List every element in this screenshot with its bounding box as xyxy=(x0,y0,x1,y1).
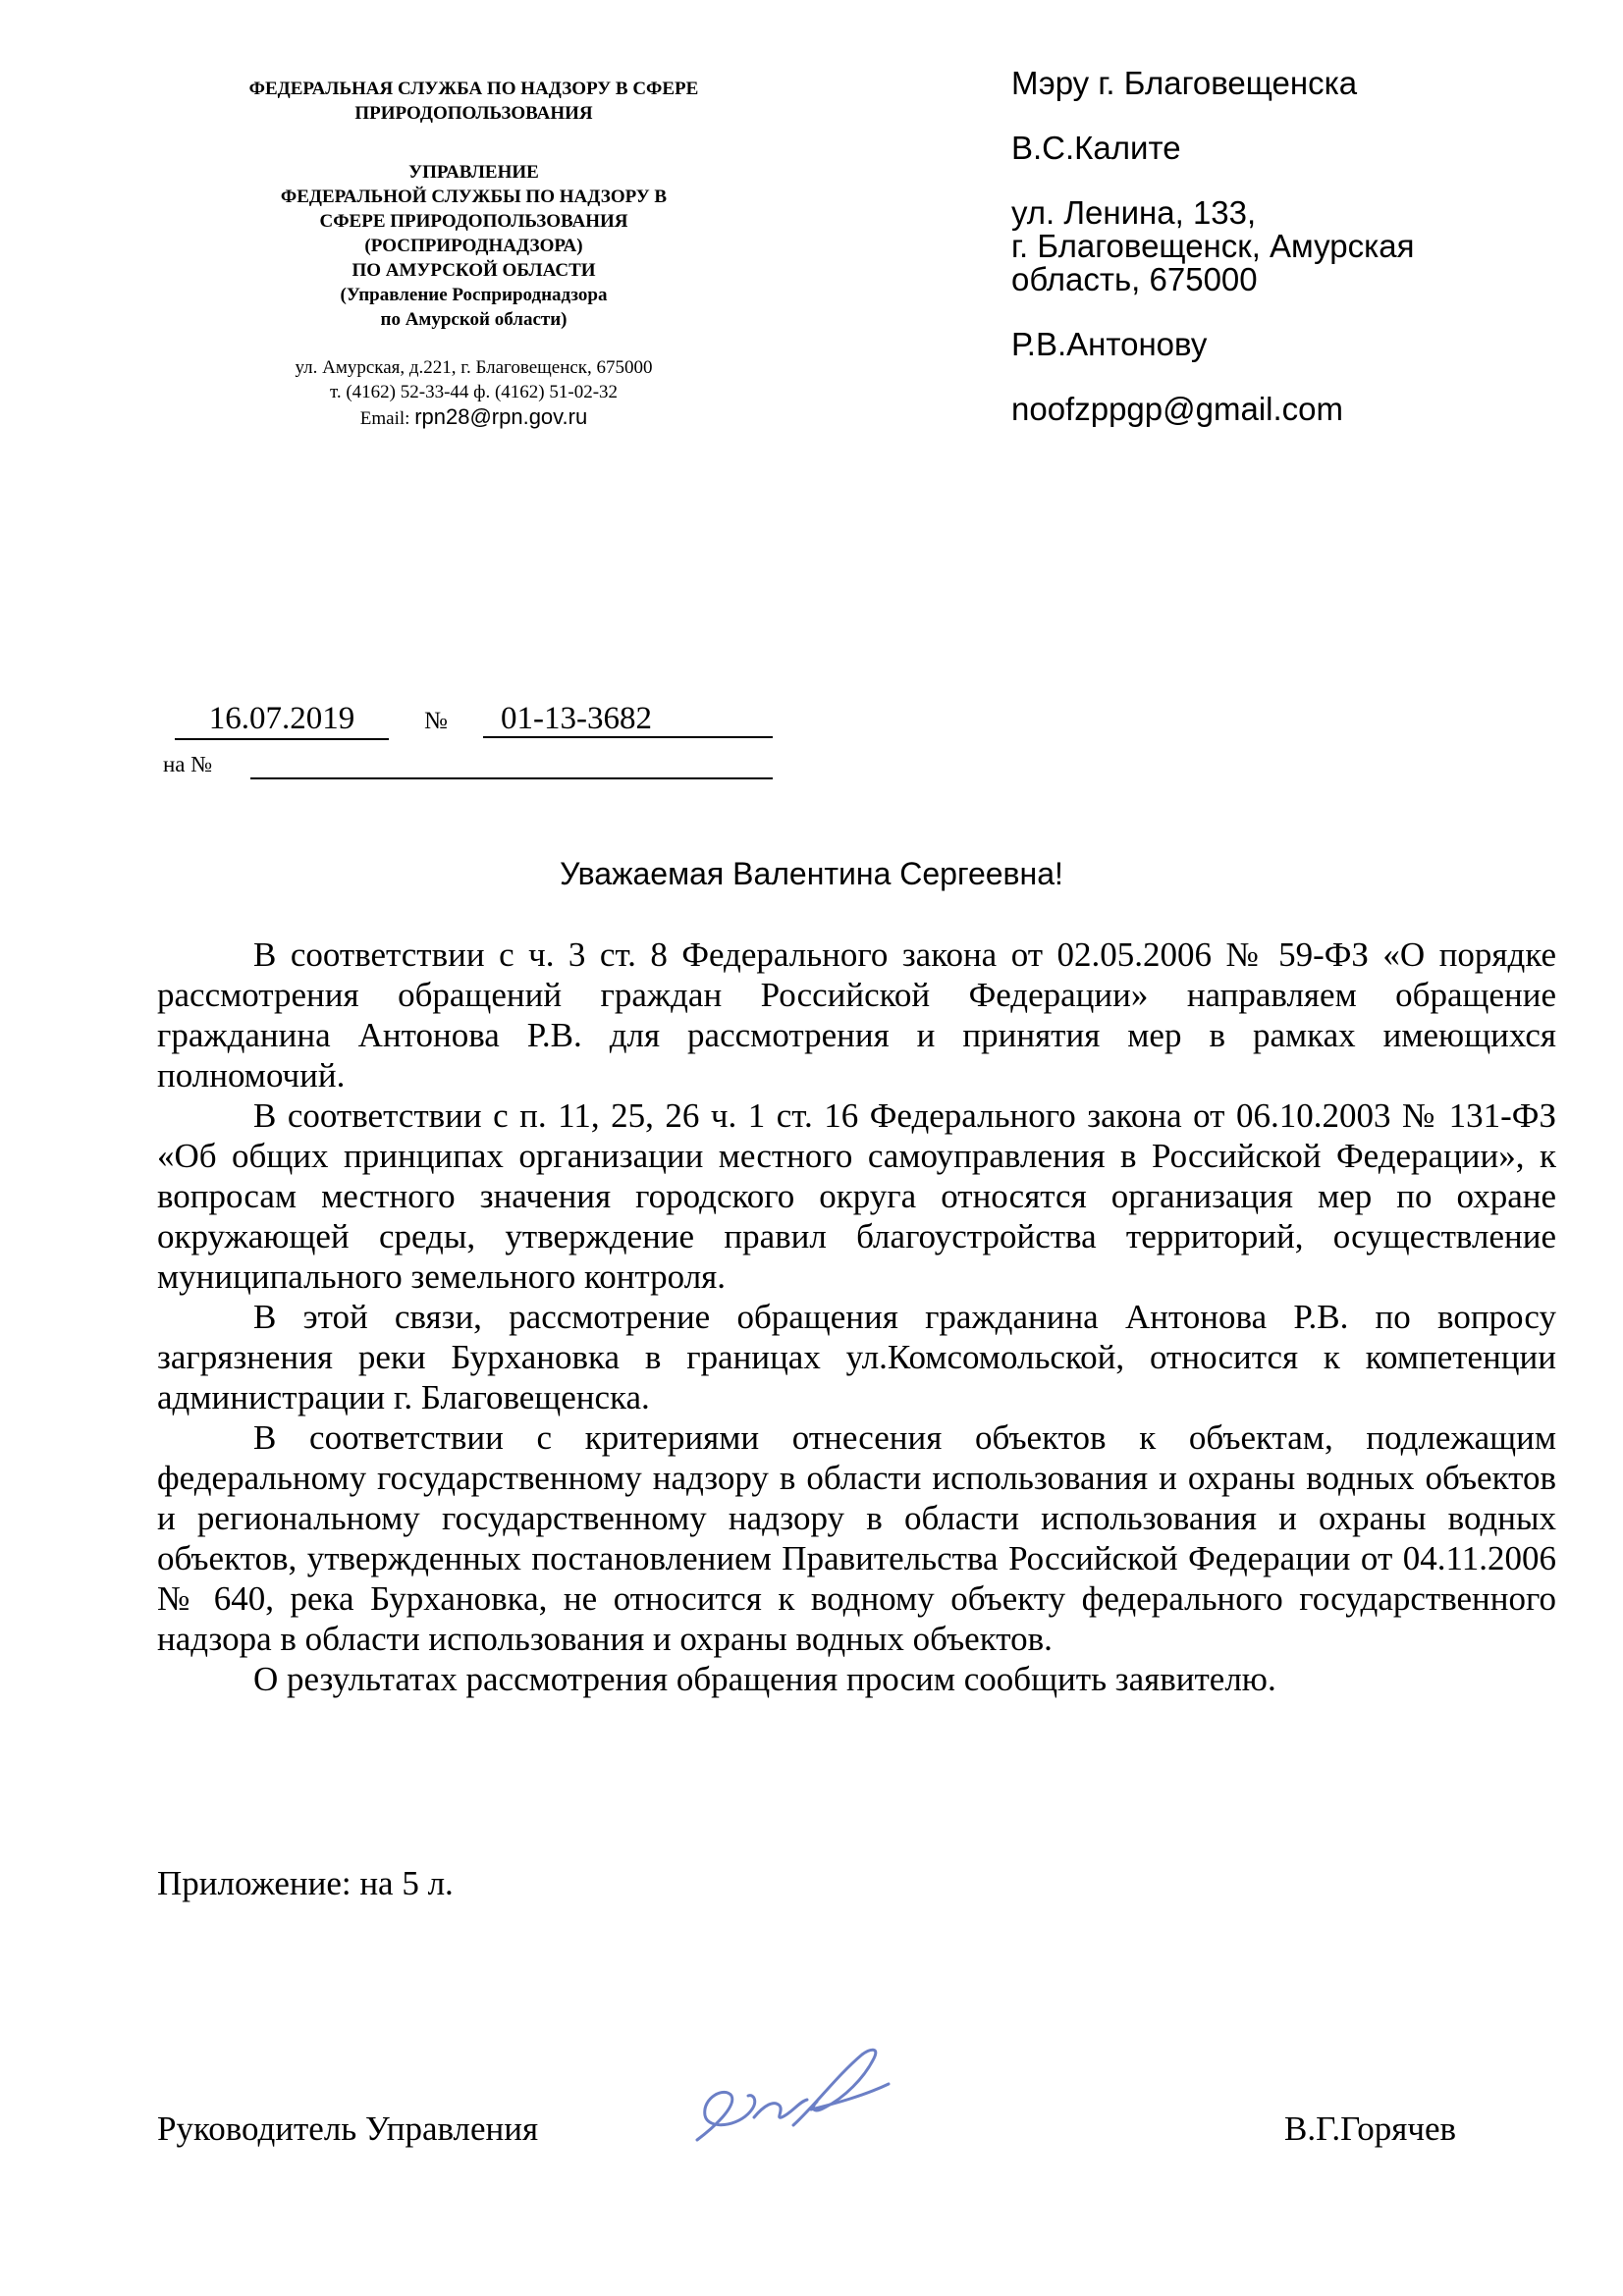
attachment-note: Приложение: на 5 л. xyxy=(157,1864,454,1902)
department-line: СФЕРЕ ПРИРОДОПОЛЬЗОВАНИЯ xyxy=(319,211,628,232)
body-paragraph: В этой связи, рассмотрение обращения гражданина Антонова Р.В. по вопросу загрязнения реки Бурхановка в границах ул.Комсомольской, относится к компетенции администрации г. Благовещенска. xyxy=(157,1298,1556,1416)
department-line: (Управление Росприроднадзора xyxy=(340,285,608,305)
body-paragraph: В соответствии с п. 11, 25, 26 ч. 1 ст. 16 Федерального закона от 06.10.2003 № 131-ФЗ «Об общих принципах организации местного самоуправления в Российской Федерации», к вопросам местного значения городского округа относятся организация мер по охране окружающей среды, утверждение правил благоустройства территорий, осуществление муниципального земельного контроля. xyxy=(157,1096,1556,1296)
department-line: ПО АМУРСКОЙ ОБЛАСТИ xyxy=(352,260,596,281)
registration-number: 01-13-3682 xyxy=(483,699,773,738)
letterhead-contacts xyxy=(196,355,751,431)
department-line: ФЕДЕРАЛЬНОЙ СЛУЖБЫ ПО НАДЗОРУ В xyxy=(280,187,668,207)
reference-number-line xyxy=(250,748,773,779)
reference-label: на № xyxy=(163,752,213,776)
agency-name xyxy=(196,77,751,126)
handwritten-signature xyxy=(677,2037,913,2155)
agency-line: ФЕДЕРАЛЬНАЯ СЛУЖБА ПО НАДЗОРУ В СФЕРЕ xyxy=(248,79,699,99)
registration-number-sign: № xyxy=(424,708,448,734)
signatory-name: В.Г.Горячев xyxy=(1284,2109,1457,2148)
signatory-title: Руководитель Управления xyxy=(157,2109,539,2148)
letterhead xyxy=(196,77,751,431)
department-line: (РОСПРИРОДНАДЗОРА) xyxy=(364,236,583,256)
registration-date: 16.07.2019 xyxy=(175,699,389,740)
addressee-line: ул. Ленина, 133, xyxy=(1011,194,1257,231)
letter-body xyxy=(157,934,1556,1699)
addressee-line: В.С.Калите xyxy=(1011,130,1181,166)
department-line: по Амурской области) xyxy=(380,309,568,330)
addressee-line: г. Благовещенск, Амурская xyxy=(1011,228,1415,264)
agency-line: ПРИРОДОПОЛЬЗОВАНИЯ xyxy=(354,103,593,124)
addressee-email: noofzppgp@gmail.com xyxy=(1011,391,1344,427)
body-paragraph: О результатах рассмотрения обращения просим сообщить заявителю. xyxy=(253,1660,1276,1698)
department-name xyxy=(196,160,751,332)
addressee-line: Р.В.Антонову xyxy=(1011,326,1208,362)
letterhead-address: ул. Амурская, д.221, г. Благовещенск, 675000 xyxy=(295,357,653,378)
addressee-block xyxy=(1011,67,1561,426)
letterhead-phones: т. (4162) 52-33-44 ф. (4162) 51-02-32 xyxy=(329,382,619,402)
email-label: Email: xyxy=(359,408,415,429)
email-value: rpn28@rpn.gov.ru xyxy=(414,404,588,429)
salutation: Уважаемая Валентина Сергеевна! xyxy=(560,856,1063,891)
addressee-line: Мэру г. Благовещенска xyxy=(1011,65,1358,101)
body-paragraph: В соответствии с ч. 3 ст. 8 Федерального закона от 02.05.2006 № 59-ФЗ «О порядке рассмотрения обращений граждан Российской Федерации» направляем обращение гражданина Антонова Р.В. для рассмотрения и принятия мер в рамках имеющихся полномочий. xyxy=(157,935,1556,1095)
department-line: УПРАВЛЕНИЕ xyxy=(408,162,539,183)
body-paragraph: В соответствии с критериями отнесения объектов к объектам, подлежащим федеральному государственному надзору в области использования и охраны водных объектов и региональному государственному надзору в области использования и охраны водных объектов, утвержденных постановлением Правительства Российской Федерации от 04.11.2006 № 640, река Бурхановка, не относится к водному объекту федерального государственного надзора в области использования и охраны водных объектов. xyxy=(157,1418,1556,1658)
addressee-line: область, 675000 xyxy=(1011,261,1258,297)
letterhead-email xyxy=(196,404,751,431)
